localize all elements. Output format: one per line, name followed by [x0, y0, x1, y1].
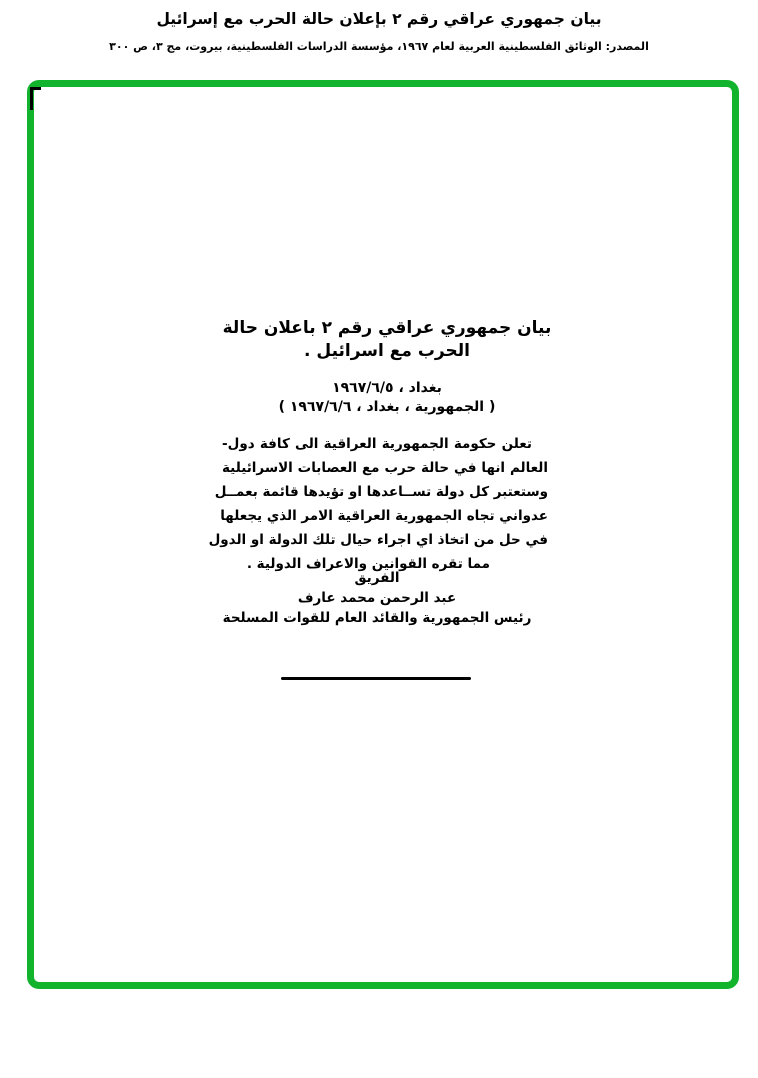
- page-header-source: المصدر: الوثائق الفلسطينية العربية لعام ١٩٦٧، مؤسسة الدراسات الفلسطينية، بيروت، مج ٣، ص ٣٠٠: [109, 40, 649, 53]
- document-title-line-1: بيان جمهوري عراقي رقم ٢ باعلان حالة: [222, 318, 552, 338]
- signature-name: عبد الرحمن محمد عارف: [297, 590, 457, 606]
- document-dateline: بغداد ، ١٩٦٧/٦/٥: [332, 380, 442, 396]
- page-header-title: بيان جمهوري عراقي رقم ٢ بإعلان حالة الحرب مع إسرائيل: [156, 10, 602, 28]
- body-line: مما تقره القوانين والاعراف الدولية .: [246, 556, 490, 572]
- body-line: عدواني تجاه الجمهورية العراقية الامر الذي يجعلها: [220, 508, 548, 524]
- body-line: في حل من اتخاذ اي اجراء حيال تلك الدولة او الدول: [208, 532, 548, 548]
- document-title-line-2: الحرب مع اسرائيل .: [304, 341, 470, 361]
- body-line: وستعتبر كل دولة تســاعدها او تؤيدها قائمة بعمــل: [214, 484, 548, 500]
- document-reference: ( الجمهورية ، بغداد ، ١٩٦٧/٦/٦ ): [278, 399, 496, 415]
- signature-separator-line: [281, 677, 471, 680]
- signature-rank: الفريق: [354, 570, 400, 586]
- body-line: العالم انها في حالة حرب مع العصابات الاسرائيلية: [222, 460, 548, 476]
- body-line: تعلن حكومة الجمهورية العراقية الى كافة دول-: [222, 436, 532, 452]
- scan-corner-mark: [30, 87, 41, 110]
- signature-title: رئيس الجمهورية والقائد العام للقوات المسلحة: [222, 610, 532, 626]
